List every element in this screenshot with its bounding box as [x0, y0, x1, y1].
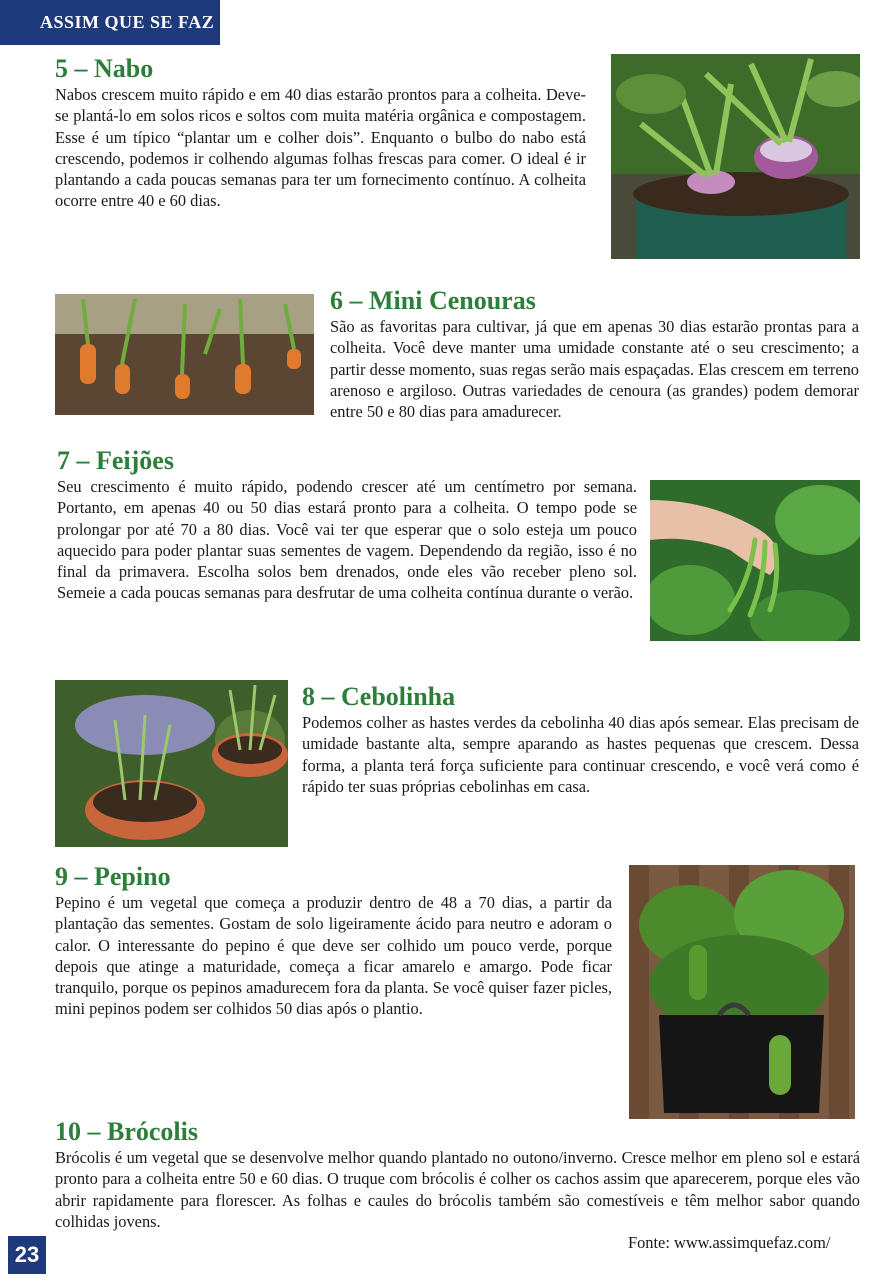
section-text: São as favoritas para cultivar, já que em apenas 30 dias estarão prontas para a colheita. Você deve manter uma umidade constante até o seu crescimento; a partir desse momento, suas regas serão mais espaçadas. Elas crescem em terreno arenoso e argiloso. Outras variedades de cenoura (as grandes) podem demorar entre 50 e 80 dias para amadurecer. [330, 317, 859, 422]
source-credit: Fonte: www.assimquefaz.com/ [628, 1233, 831, 1252]
section-title: 5 – Nabo [55, 54, 154, 83]
section-title: 6 – Mini Cenouras [330, 286, 536, 315]
section-title: 7 – Feijões [57, 446, 174, 475]
section-pepino [55, 862, 612, 1020]
section-brocolis [55, 1117, 860, 1232]
cucumber-photo [629, 865, 855, 1119]
section-feijoes [57, 446, 637, 604]
section-cebolinha [302, 682, 859, 797]
section-text: Pepino é um vegetal que começa a produzir dentro de 48 a 70 dias, a partir da plantação das sementes. Gostam de solo ligeiramente ácido para neutro e adoram o calor. O interessante do pepino é que deve ser colhido um pouco verde, porque depois que atinge a maturidade, começa a ficar amarelo e amargo. Pode ficar tranquilo, porque os pepinos amadurecem fora da planta. Se você quiser fazer picles, mini pepinos podem ser colhidos 50 dias após o plantio. [55, 893, 612, 1019]
page-number: 23 [8, 1236, 46, 1274]
section-nabo [55, 54, 586, 212]
section-text: Nabos crescem muito rápido e em 40 dias estarão prontos para a colheita. Deve-se plantá-lo em solos ricos e soltos com muita matéria orgânica e compostagem. Esse é um típico “plantar um e colher dois”. Enquanto o bulbo do nabo está crescendo, podemos ir colhendo algumas folhas frescas para comer. O ideal é ir plantando a cada poucas semanas para ter um fornecimento contínuo. A colheita ocorre entre 40 e 60 dias. [55, 85, 586, 211]
section-text: Podemos colher as hastes verdes da cebolinha 40 dias após semear. Elas precisam de umidade bastante alta, sempre aparando as hastes pequenas que crescem. Dessa forma, a planta terá força suficiente para continuar crescendo, e você verá como é rápido ter suas próprias cebolinhas em casa. [302, 713, 859, 796]
chives-photo [55, 680, 288, 847]
section-mini-cenouras [330, 286, 859, 422]
magazine-header: ASSIM QUE SE FAZ [0, 0, 220, 45]
section-title: 8 – Cebolinha [302, 682, 456, 711]
section-title: 10 – Brócolis [55, 1117, 198, 1146]
section-text: Brócolis é um vegetal que se desenvolve melhor quando plantado no outono/inverno. Cresce melhor em pleno sol e estará pronto para a colheita entre 50 e 60 dias. O truque com brócolis é colher os cachos assim que aparecerem, porque eles vão abrir rapidamente para florescer. As folhas e caules do brócolis também são comestíveis e têm melhor sabor quando colhidas jovens. [55, 1148, 860, 1231]
section-title: 9 – Pepino [55, 862, 171, 891]
carrots-photo [55, 294, 314, 415]
beans-photo [650, 480, 860, 641]
turnip-photo [611, 54, 860, 259]
section-text: Seu crescimento é muito rápido, podendo crescer até um centímetro por semana. Portanto, em apenas 40 ou 50 dias estará pronto para a colheita. O tempo pode se prolongar por até 70 a 80 dias. Você vai ter que esperar que o solo esteja um pouco aquecido para poder plantar suas sementes de vagem. Dependendo da região, isso é no final da primavera. Escolha solos bem drenados, onde eles vão receber pleno sol. Semeie a cada poucas semanas para desfrutar de uma colheita contínua durante o verão. [57, 477, 637, 603]
